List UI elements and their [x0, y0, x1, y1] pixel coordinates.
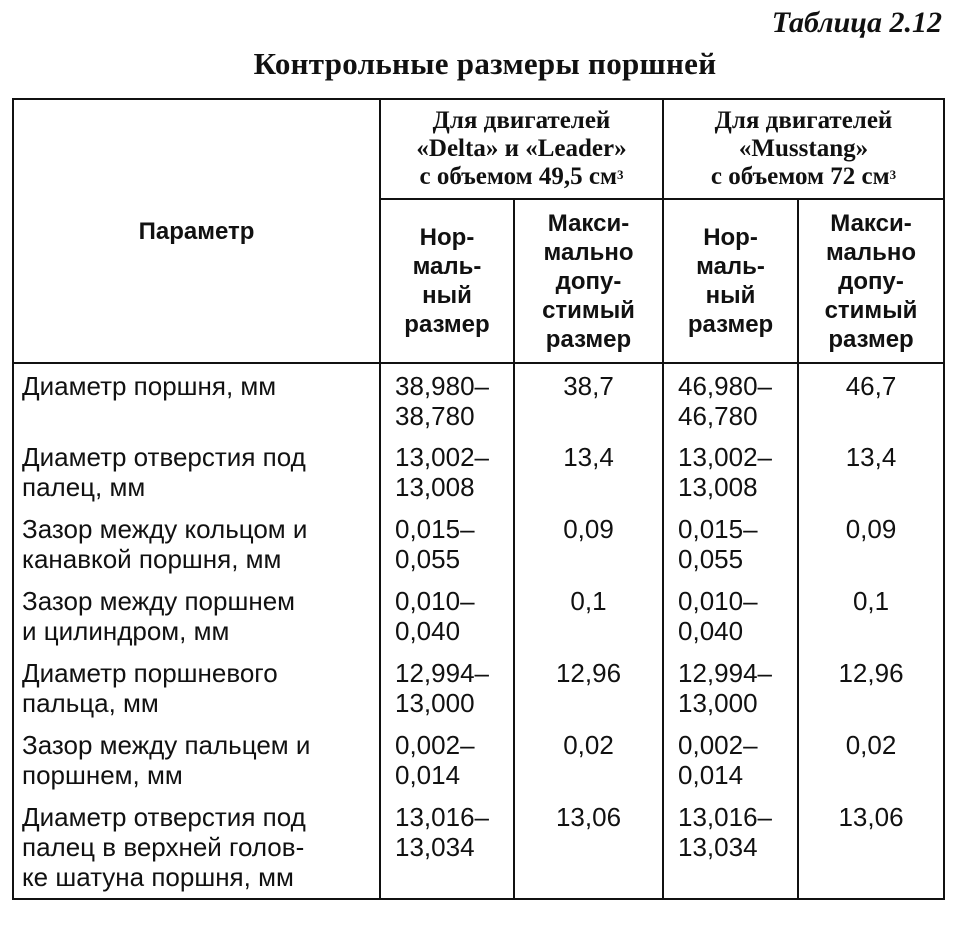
normal-value: 13,002– 13,008 [380, 435, 514, 507]
table-number: Таблица 2.12 [771, 6, 942, 39]
max-value: 0,02 [514, 723, 663, 795]
table-row [13, 363, 944, 435]
max-value: 46,7 [798, 363, 944, 435]
normal-value: 46,980– 46,780 [663, 363, 798, 435]
table-title: Контрольные размеры поршней [253, 46, 717, 81]
param-cell: Зазор между пальцем и поршнем, мм [13, 723, 380, 795]
max-value: 38,7 [514, 363, 663, 435]
normal-value: 13,016– 13,034 [663, 795, 798, 899]
max-value: 0,1 [514, 579, 663, 651]
header-group-musstang: Для двигателей «Musstang» с объемом 72 $см^3$ [663, 99, 944, 199]
normal-value: 0,015– 0,055 [380, 507, 514, 579]
normal-value: 13,002– 13,008 [663, 435, 798, 507]
param-cell: Зазор между кольцом и канавкой поршня, мм [13, 507, 380, 579]
param-cell: Зазор между поршнем и цилиндром, мм [13, 579, 380, 651]
max-value: 0,02 [798, 723, 944, 795]
header-group-delta-leader: Для двигателей «Delta» и «Leader» с объемом 49,5 $см^3$ [380, 99, 663, 199]
max-value: 13,06 [514, 795, 663, 899]
normal-value: 0,010– 0,040 [380, 579, 514, 651]
table-row [13, 435, 944, 507]
max-value: 0,09 [798, 507, 944, 579]
header-max-size: Макси- мально допу- стимый размер [514, 199, 663, 363]
param-cell: Диаметр отверстия под палец в верхней голов- ке шатуна поршня, мм [13, 795, 380, 899]
max-value: 0,1 [798, 579, 944, 651]
table-row [13, 507, 944, 579]
table-row [13, 723, 944, 795]
table-row [13, 795, 944, 899]
param-cell: Диаметр поршня, мм [13, 363, 380, 435]
header-normal-size: Нор- маль- ный размер [663, 199, 798, 363]
max-value: 12,96 [798, 651, 944, 723]
max-value: 13,06 [798, 795, 944, 899]
header-max-size: Макси- мально допу- стимый размер [798, 199, 944, 363]
header-parameter: Параметр [13, 99, 380, 363]
normal-value: 13,016– 13,034 [380, 795, 514, 899]
normal-value: 0,015– 0,055 [663, 507, 798, 579]
param-cell: Диаметр отверстия под палец, мм [13, 435, 380, 507]
normal-value: 12,994– 13,000 [663, 651, 798, 723]
piston-sizes-table [12, 98, 945, 900]
table-row [13, 651, 944, 723]
max-value: 12,96 [514, 651, 663, 723]
normal-value: 12,994– 13,000 [380, 651, 514, 723]
normal-value: 0,002– 0,014 [663, 723, 798, 795]
table-row [13, 579, 944, 651]
max-value: 0,09 [514, 507, 663, 579]
max-value: 13,4 [514, 435, 663, 507]
normal-value: 0,002– 0,014 [380, 723, 514, 795]
header-normal-size: Нор- маль- ный размер [380, 199, 514, 363]
normal-value: 38,980– 38,780 [380, 363, 514, 435]
param-cell: Диаметр поршневого пальца, мм [13, 651, 380, 723]
normal-value: 0,010– 0,040 [663, 579, 798, 651]
max-value: 13,4 [798, 435, 944, 507]
